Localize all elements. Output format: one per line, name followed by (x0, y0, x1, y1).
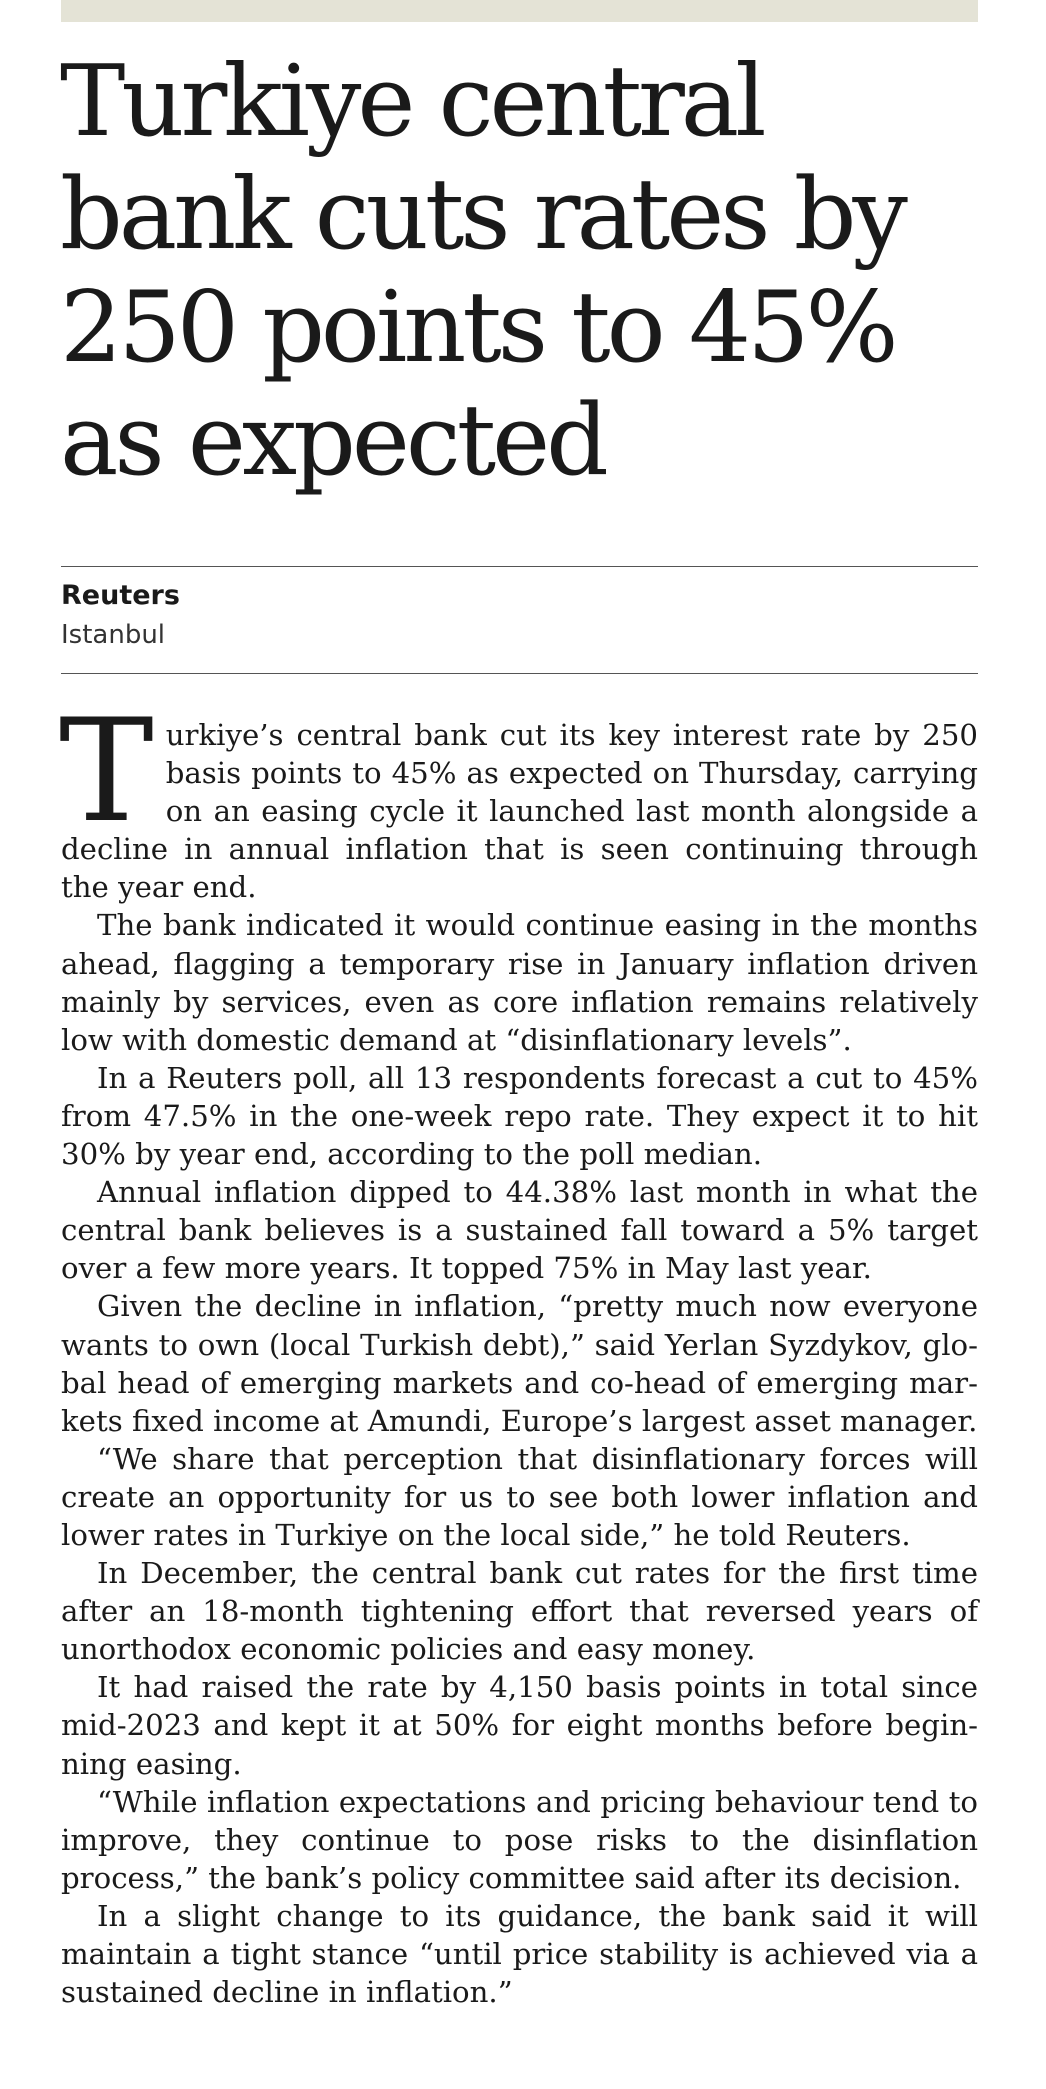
headline: Turkiye central bank cuts rates by 250 points to 45% as expected (60, 45, 904, 498)
article-paragraph-7: In December, the central bank cut rates for the first time after an 18-month tightening effort that reversed years of unorthodox economic policies and easy money. (61, 1556, 978, 1667)
article-paragraph-1 (59, 689, 978, 906)
article-paragraph-5: Given the decline in inflation, “pretty much now everyone wants to own (local Turkish debt),” said Yerlan Syzdykov, global head of emerging markets and co-head of emerging markets fixed income at Amundi, Europe’s largest asset manager. (61, 1289, 978, 1438)
article-paragraph-1-text: urkiye’s central bank cut its key interest rate by 250 basis points to 45% as expected on Thursday, carrying on an easing cycle it launched last month alongside a decline in annual inflation that is seen continuing through the year end. (61, 718, 978, 905)
byline-divider-top (61, 566, 978, 567)
byline-location: Istanbul (61, 620, 166, 650)
article-paragraph-2: The bank indicated it would continue easing in the months ahead, flagging a temporary rise in January inflation driven mainly by services, even as core inflation remains relatively low with domestic demand at “disinflationary levels”. (61, 908, 978, 1057)
article-paragraph-4: Annual inflation dipped to 44.38% last month in what the central bank believes is a sustained fall toward a 5% target over a few more years. It topped 75% in May last year. (61, 1175, 978, 1286)
article-paragraph-8: It had raised the rate by 4,150 basis points in total since mid-2023 and kept it at 50% for eight months before beginning easing. (61, 1670, 978, 1781)
article-paragraph-6: “We share that perception that disinflationary forces will create an opportunity for us to see both lower inflation and lower rates in Turkiye on the local side,” he told Reuters. (61, 1441, 978, 1552)
drop-cap: T (59, 689, 154, 854)
byline-agency: Reuters (61, 580, 180, 611)
byline-divider-bottom (61, 673, 978, 674)
article-paragraph-9: “While inflation expectations and pricing behaviour tend to improve, they continue to pose risks to the disinflation process,” the bank’s policy committee said after its decision. (61, 1784, 978, 1895)
article-paragraph-3: In a Reuters poll, all 13 respondents forecast a cut to 45% from 47.5% in the one-week repo rate. They expect it to hit 30% by year end, according to the poll median. (61, 1060, 978, 1172)
article-paragraph-10: In a slight change to its guidance, the bank said it will maintain a tight stance “until price stability is achieved via a sustained decline in inflation.” (61, 1898, 978, 2010)
article-body (59, 689, 978, 2011)
top-banner-bar (61, 0, 978, 22)
